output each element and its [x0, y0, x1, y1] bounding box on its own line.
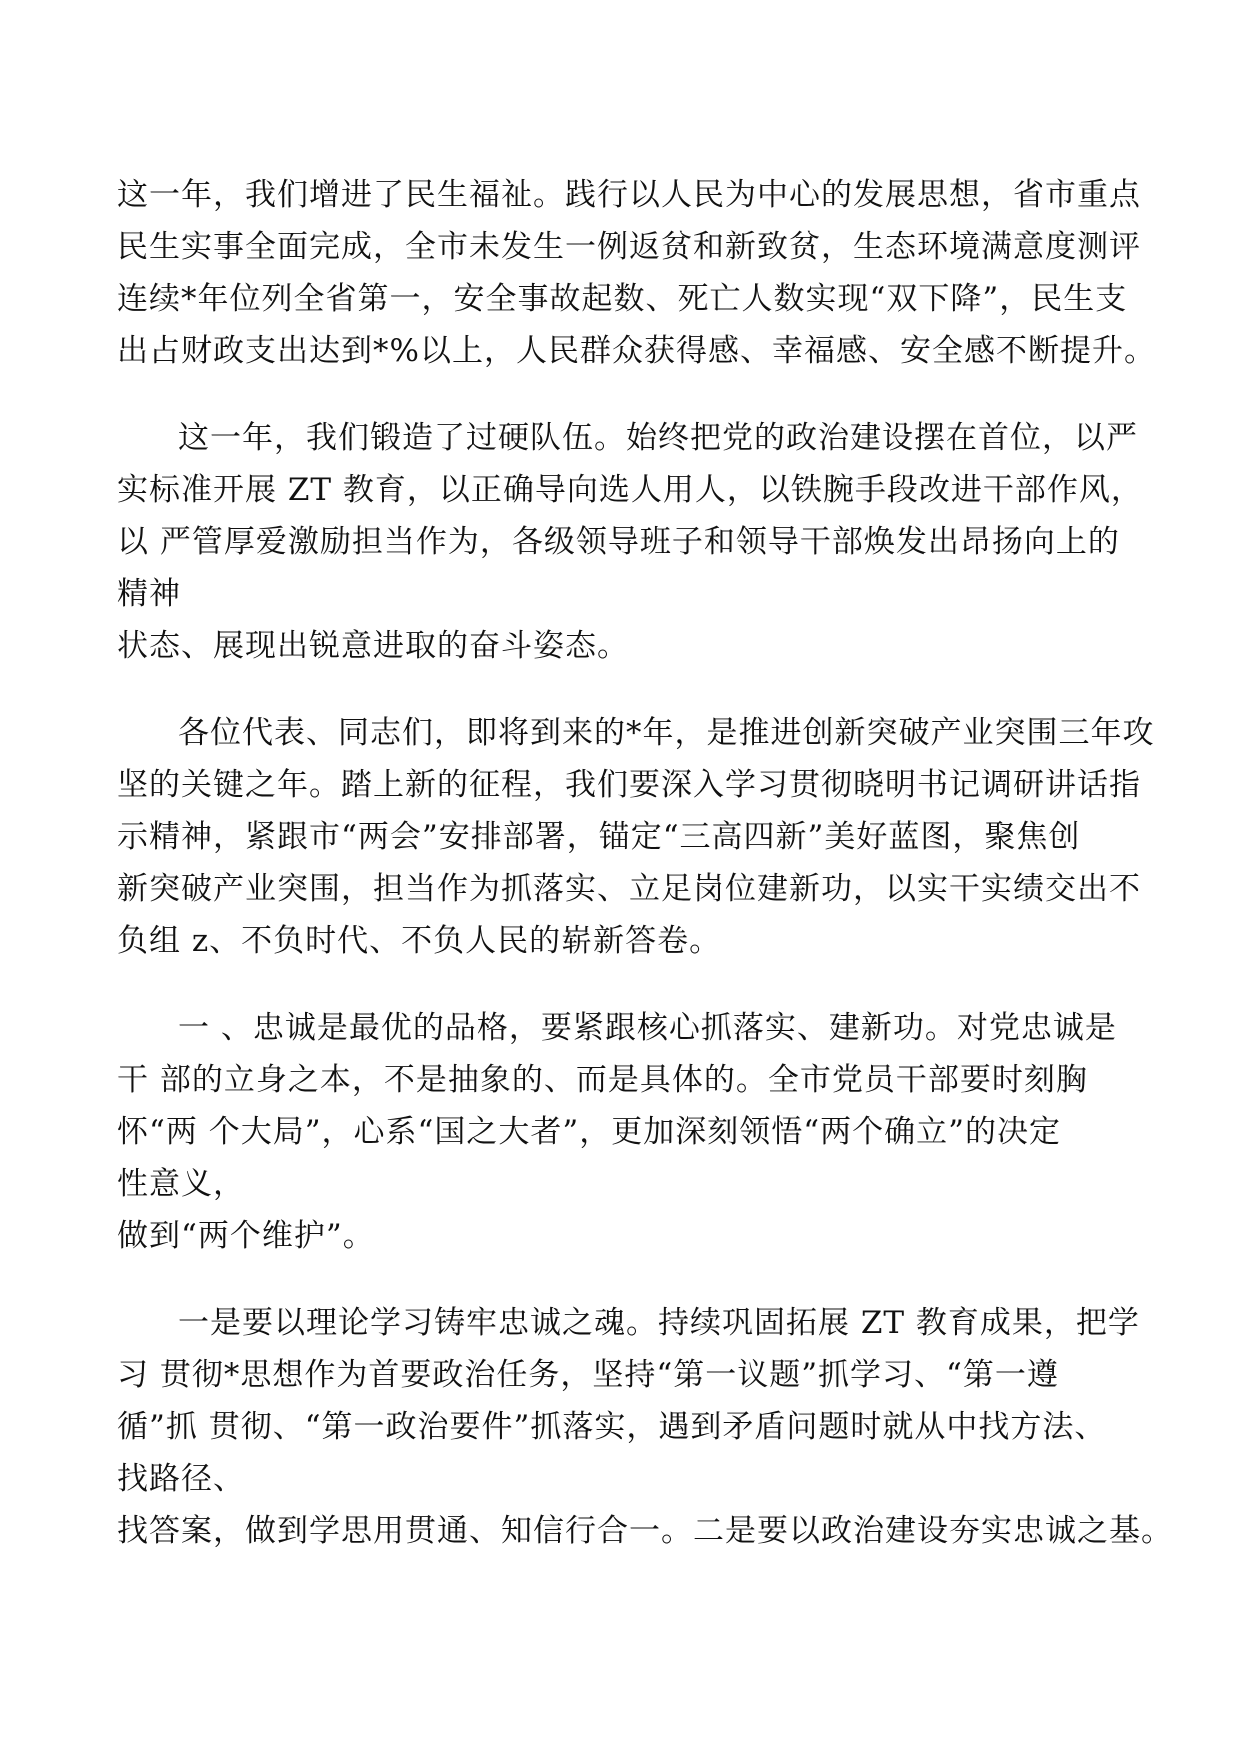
text-line: 这一年，我们增进了民生福祉。践行以人民为中心的发展思想，省市重点: [117, 177, 1141, 213]
text-line: 民生实事全面完成，全市未发生一例返贫和新致贫，生态环境满意度测评: [117, 229, 1141, 265]
text-line: 性意义，: [117, 1166, 245, 1202]
text-line: 干 部的立身之本，不是抽象的、而是具体的。全市党员干部要时刻胸: [117, 1062, 1088, 1098]
text-line: 实标准开展 ZT 教育，以正确导向选人用人，以铁腕手段改进干部作风，: [117, 472, 1143, 508]
text-line: 各位代表、同志们，即将到来的*年，是推进创新突破产业突围三年攻: [178, 715, 1155, 751]
text-line: 一是要以理论学习铸牢忠诚之魂。持续巩固拓展 ZT 教育成果，把学: [178, 1305, 1140, 1341]
text-line: 习 贯彻*思想作为首要政治任务，坚持“第一议题”抓学习、“第一遵: [117, 1357, 1059, 1393]
text-line: 负组 z、不负时代、不负人民的崭新答卷。: [117, 923, 722, 959]
text-line: 坚的关键之年。踏上新的征程，我们要深入学习贯彻晓明书记调研讲话指: [117, 767, 1141, 803]
text-line: 找答案，做到学思用贯通、知信行合一。二是要以政治建设夯实忠诚之基。: [117, 1513, 1173, 1549]
text-line: 新突破产业突围，担当作为抓落实、立足岗位建新功，以实干实绩交出不: [117, 871, 1141, 907]
text-line: 怀“两 个大局”，心系“国之大者”，更加深刻领悟“两个确立”的决定: [117, 1114, 1061, 1150]
text-line: 状态、展现出锐意进取的奋斗姿态。: [117, 628, 629, 664]
text-line: 一 、忠诚是最优的品格，要紧跟核心抓落实、建新功。对党忠诚是: [178, 1010, 1117, 1046]
text-line: 做到“两个维护”。: [117, 1218, 375, 1254]
text-line: 示精神，紧跟市“两会”安排部署，锚定“三高四新”美好蓝图，聚焦创: [117, 819, 1081, 855]
text-line: 这一年，我们锻造了过硬队伍。始终把党的政治建设摆在首位，以严: [178, 420, 1138, 456]
text-line: 连续*年位列全省第一，安全事故起数、死亡人数实现“双下降”，民生支: [117, 281, 1128, 317]
text-line: 出占财政支出达到*%以上，人民群众获得感、幸福感、安全感不断提升。: [117, 333, 1156, 369]
text-line: 精神: [117, 576, 181, 612]
text-line: 循”抓 贯彻、“第一政治要件”抓落实，遇到矛盾问题时就从中找方法、: [117, 1409, 1107, 1445]
text-line: 以 严管厚爱激励担当作为，各级领导班子和领导干部焕发出昂扬向上的: [117, 524, 1120, 560]
text-line: 找路径、: [117, 1461, 245, 1497]
